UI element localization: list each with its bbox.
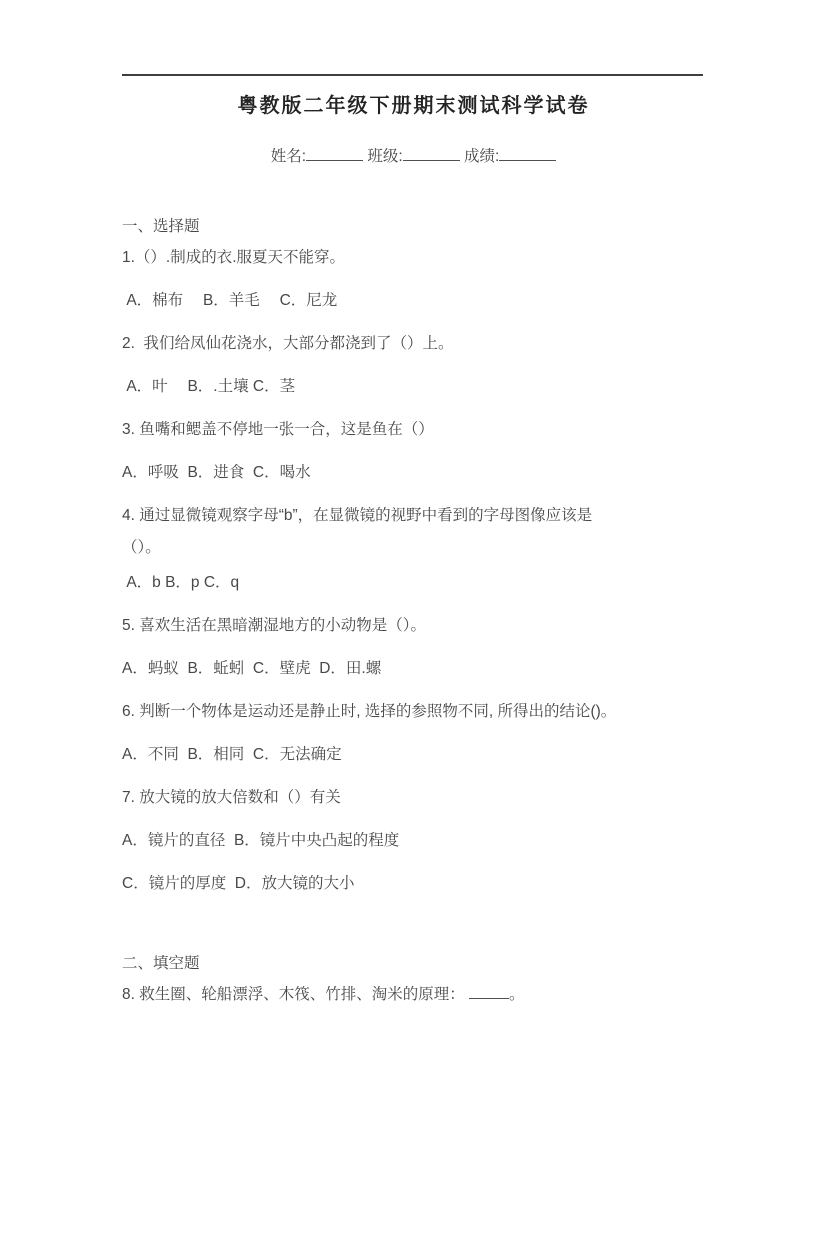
question-6-options: A．不同 B．相同 C．无法确定 <box>122 746 342 763</box>
question-3-options: A．呼吸 B．进食 C．喝水 <box>122 464 311 481</box>
question-1-stem: 1.（）.制成的衣.服夏天不能穿。 <box>122 249 346 266</box>
question-4-stem-line-2: （）。 <box>122 539 161 556</box>
exam-paper-page <box>0 74 827 1243</box>
question-7-options-line-1: A．镜片的直径 B．镜片中央凸起的程度 <box>122 832 400 849</box>
question-3-stem: 3. 鱼嘴和鳃盖不停地一张一合，这是鱼在（） <box>122 421 434 438</box>
score-blank-line <box>499 145 556 161</box>
question-2-options: A．叶 B．.土壤 C．茎 <box>122 378 296 395</box>
class-blank-line <box>403 145 460 161</box>
question-8-suffix: 。 <box>509 986 525 1003</box>
question-7-stem: 7. 放大镜的放大倍数和（）有关 <box>122 789 341 806</box>
class-field <box>367 148 464 165</box>
question-8-prefix: 8. 救生圈、轮船漂浮、木筏、竹排、淘米的原理： <box>122 986 470 1003</box>
class-label: 班级: <box>367 148 403 165</box>
header-divider-line <box>122 74 703 76</box>
name-blank-line <box>306 145 363 161</box>
section-2-heading: 二、填空题 <box>122 955 200 972</box>
question-6-stem: 6. 判断一个物体是运动还是静止时, 选择的参照物不同, 所得出的结论()。 <box>122 703 617 720</box>
name-label: 姓名: <box>270 148 307 165</box>
question-4-stem-line-1: 4. 通过显微镜观察字母“b”，在显微镜的视野中看到的字母图像应该是 <box>122 507 593 524</box>
score-label: 成绩: <box>463 148 500 165</box>
question-2-stem: 2. 我们给凤仙花浇水，大部分都浇到了（）上。 <box>122 335 454 352</box>
question-5-stem: 5. 喜欢生活在黑暗潮湿地方的小动物是（）。 <box>122 617 426 634</box>
score-field <box>464 148 556 165</box>
question-7-options-line-2: C．镜片的厚度 D．放大镜的大小 <box>122 875 355 892</box>
exam-body <box>122 216 705 1006</box>
question-5-options: A．蚂蚁 B．蚯蚓 C．壁虎 D．田.螺 <box>122 660 382 677</box>
name-field <box>271 148 368 165</box>
question-8-line <box>122 983 705 1006</box>
question-4-options: A．b B．p C．q <box>122 574 240 591</box>
page-title: 粤教版二年级下册期末测试科学试卷 <box>237 95 590 117</box>
student-info-line <box>122 145 705 168</box>
question-8-blank-line <box>469 983 509 999</box>
question-1-options: A．棉布 B．羊毛 C．尼龙 <box>122 292 338 309</box>
section-1-heading: 一、选择题 <box>122 218 200 235</box>
